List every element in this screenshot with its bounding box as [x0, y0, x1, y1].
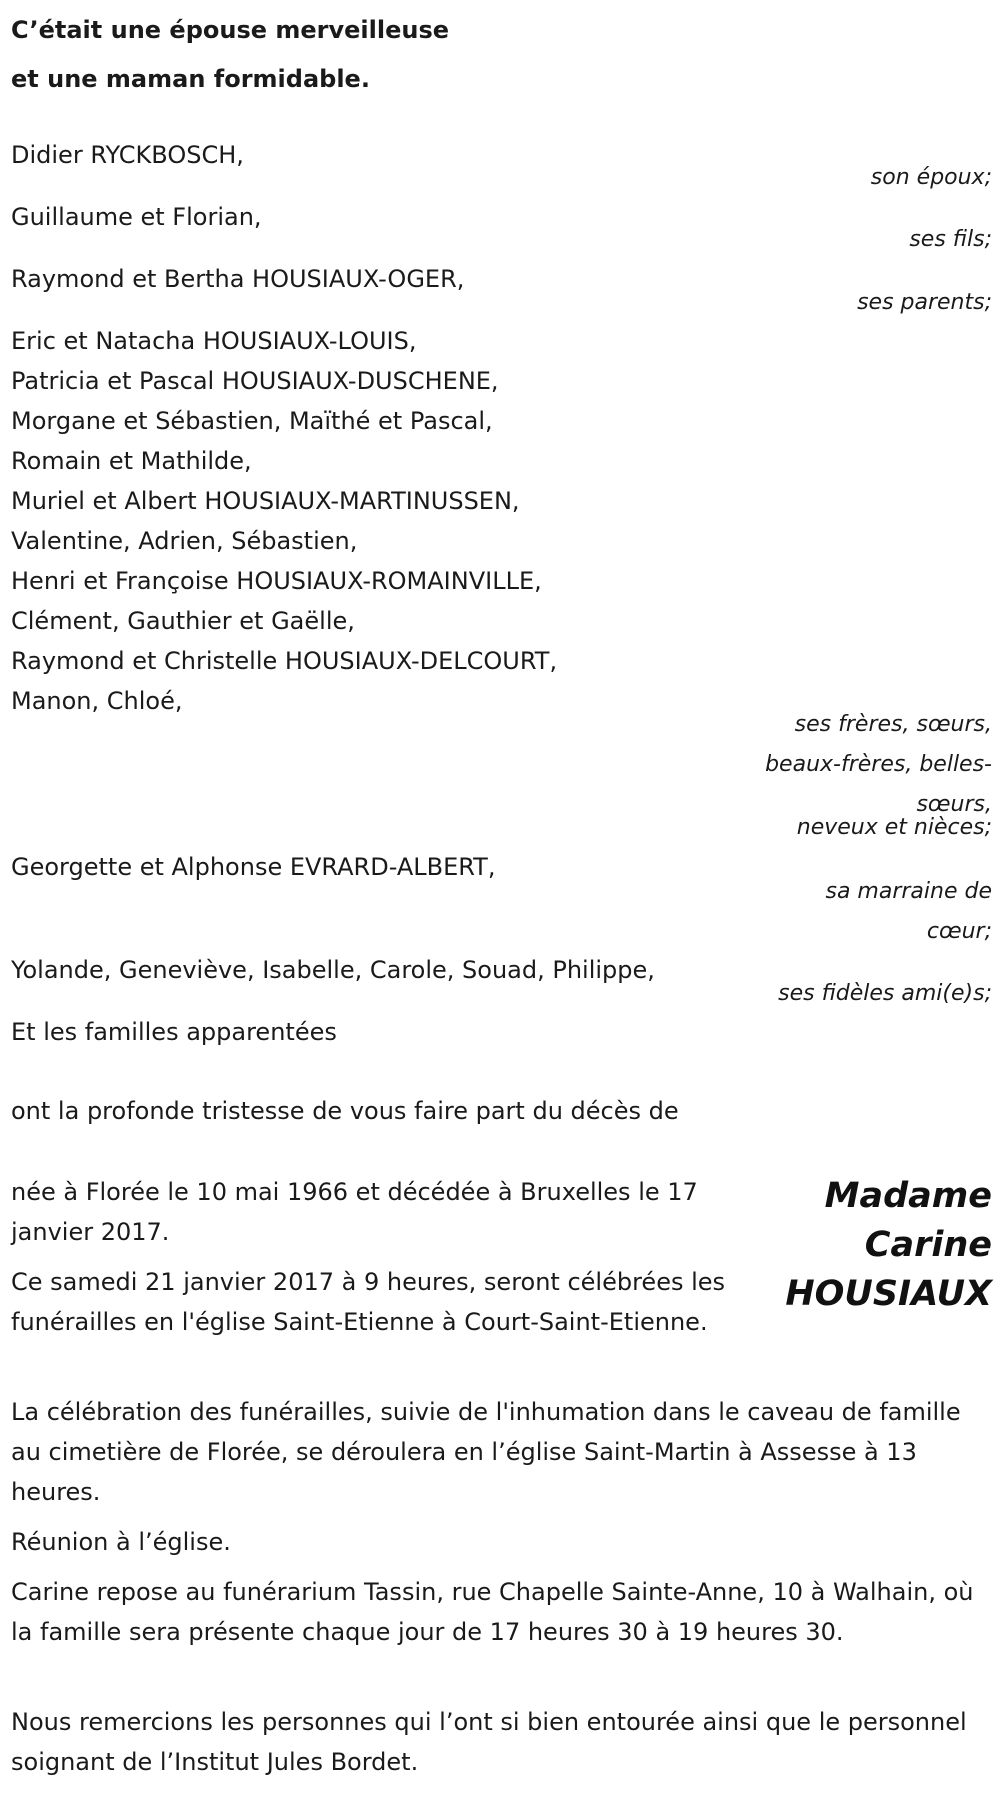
intro-heading [11, 6, 449, 104]
family-line: Didier RYCKBOSCH, [11, 141, 244, 169]
family-line: Henri et Françoise HOUSIAUX-ROMAINVILLE, [11, 567, 542, 595]
family-line: Yolande, Geneviève, Isabelle, Carole, Souad, Philippe, [11, 956, 655, 984]
intro-line-2: et une maman formidable. [11, 65, 370, 93]
intro-line-1: C’était une épouse merveilleuse [11, 16, 450, 44]
relation-label: son époux; [870, 165, 992, 190]
deceased-first-name: Carine [864, 1225, 992, 1265]
birth-paragraph: née à Florée le 10 mai 1966 et décédée à Bruxelles le 17 janvier 2017. [11, 1178, 698, 1246]
deceased-title: Madame [824, 1176, 992, 1216]
deceased-last-name: HOUSIAUX [785, 1274, 992, 1314]
family-line: Raymond et Bertha HOUSIAUX-OGER, [11, 265, 465, 293]
relation-label: ses parents; [857, 290, 992, 315]
celebration-paragraph: La célébration des funérailles, suivie de l'inhumation dans le caveau de famille au cimetière de Florée, se déroulera en l’église Saint-Martin à Assesse à 13 heures. [11, 1398, 961, 1506]
family-line: Muriel et Albert HOUSIAUX-MARTINUSSEN, [11, 487, 520, 515]
family-line: Raymond et Christelle HOUSIAUX-DELCOURT, [11, 647, 558, 675]
rest-paragraph: Carine repose au funérarium Tassin, rue Chapelle Sainte-Anne, 10 à Walhain, où la famille sera présente chaque jour de 17 heures 30 à 19 heures 30. [11, 1578, 974, 1646]
relation-label: neveux et nièces; [796, 815, 992, 840]
relation-label: beaux-frères, belles- [765, 752, 992, 777]
family-line: Clément, Gauthier et Gaëlle, [11, 607, 355, 635]
meeting-paragraph: Réunion à l’église. [11, 1528, 231, 1556]
relation-label: ses fidèles ami(e)s; [778, 981, 992, 1006]
family-line: Morgane et Sébastien, Maïthé et Pascal, [11, 407, 493, 435]
family-line: Manon, Chloé, [11, 687, 183, 715]
family-line: Georgette et Alphonse EVRARD-ALBERT, [11, 853, 496, 881]
relation-label: sa marraine de [825, 879, 992, 904]
family-line: Romain et Mathilde, [11, 447, 252, 475]
funeral-paragraph: Ce samedi 21 janvier 2017 à 9 heures, seront célébrées les funérailles en l'église Saint-Etienne à Court-Saint-Etienne. [11, 1268, 726, 1336]
family-line: Guillaume et Florian, [11, 203, 262, 231]
family-line: Patricia et Pascal HOUSIAUX-DUSCHENE, [11, 367, 499, 395]
relation-label: ses frères, sœurs, [794, 712, 992, 737]
family-line: Eric et Natacha HOUSIAUX-LOUIS, [11, 327, 417, 355]
relation-label: sœurs, [916, 792, 992, 817]
relation-label: cœur; [926, 919, 992, 944]
family-line: Et les familles apparentées [11, 1018, 337, 1046]
family-line: Valentine, Adrien, Sébastien, [11, 527, 358, 555]
announcement-text: ont la profonde tristesse de vous faire part du décès de [11, 1097, 679, 1125]
thanks-paragraph: Nous remercions les personnes qui l’ont si bien entourée ainsi que le personnel soignant de l’Institut Jules Bordet. [11, 1708, 967, 1776]
deceased-name [732, 1172, 992, 1319]
relation-label: ses fils; [909, 227, 992, 252]
